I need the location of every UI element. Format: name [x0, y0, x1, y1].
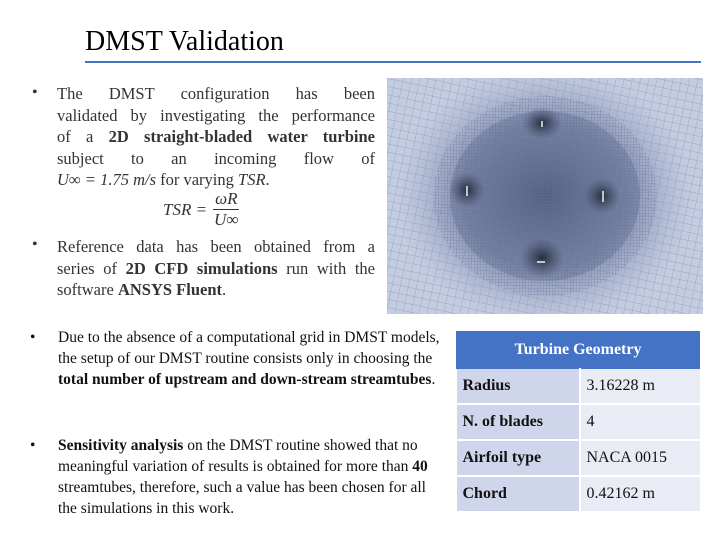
upper-bullet-2-line-2: series of 2D CFD simulations run with the	[57, 258, 375, 278]
table-row	[457, 369, 700, 405]
slide-title: DMST Validation	[85, 26, 284, 57]
turbine-geometry-table	[456, 331, 700, 513]
upper-bullet-1-line-4: subject to an incoming flow of	[57, 148, 375, 168]
table-row	[457, 404, 700, 440]
table-row	[457, 476, 700, 512]
formula-denominator: U∞	[214, 210, 239, 229]
blade-bottom	[520, 238, 564, 278]
bullet-dot-2: •	[32, 236, 38, 253]
row-value: 4	[580, 404, 700, 440]
table-header: Turbine Geometry	[457, 332, 700, 369]
upper-bullet-2	[57, 236, 375, 301]
title-rule	[85, 61, 701, 63]
upper-bullet-1-line-3: of a 2D straight-bladed water turbine	[57, 127, 375, 146]
formula-fraction	[213, 189, 239, 230]
lower-bullet-2: • Sensitivity analysis on the DMST routine showed that no meaningful variation of results is obtained for more than 40 streamtubes, therefore, such a value has been chosen for all the simulations in this work.	[30, 437, 428, 517]
upper-bullet-1-line-2: validated by investigating the performance	[57, 105, 375, 125]
upper-bullet-1-line-5: U∞ = 1.75 m/s for varying TSR.	[57, 170, 270, 189]
row-key: N. of blades	[457, 404, 580, 440]
formula-lhs: TSR =	[163, 199, 208, 219]
row-value: 3.16228 m	[580, 369, 700, 405]
row-value: NACA 0015	[580, 440, 700, 476]
row-key: Chord	[457, 476, 580, 512]
formula-numerator: ωR	[215, 189, 238, 208]
table-row	[457, 440, 700, 476]
tsr-formula	[163, 189, 239, 230]
row-key: Airfoil type	[457, 440, 580, 476]
lower-bullet-1: • Due to the absence of a computational grid in DMST models, the setup of our DMST routine consists only in choosing the total number of upstream and down-stream streamtubes.	[30, 329, 440, 388]
upper-bullet-2-line-3: software ANSYS Fluent.	[57, 280, 227, 299]
cfd-mesh-image	[387, 78, 703, 314]
upper-bullet-2-line-1: Reference data has been obtained from a	[57, 237, 375, 256]
blade-right	[584, 178, 620, 214]
bullet-dot-3: •	[30, 329, 36, 346]
upper-bullet-1	[57, 83, 375, 191]
bullet-dot-4: •	[30, 437, 36, 454]
upper-bullet-1-line-1: The DMST configuration has been	[57, 84, 375, 103]
row-value: 0.42162 m	[580, 476, 700, 512]
row-key: Radius	[457, 369, 580, 405]
bullet-dot-1: •	[32, 84, 38, 101]
